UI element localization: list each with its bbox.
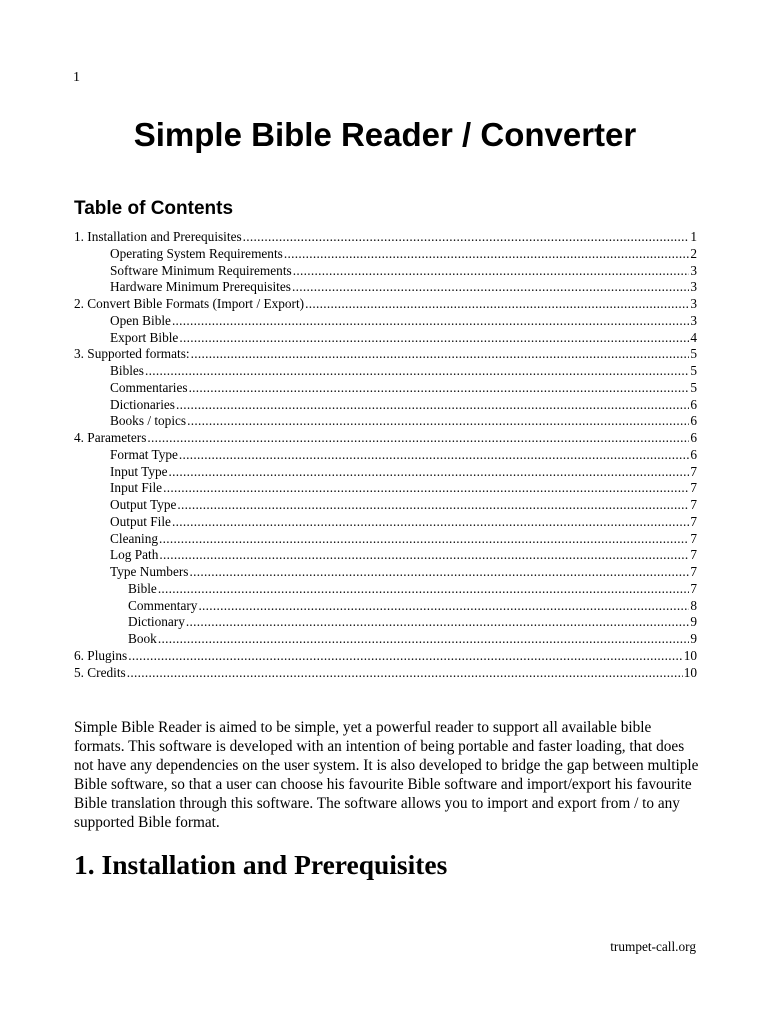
toc-entry-label: 4. Parameters [74,430,147,445]
toc-leader-dots [191,346,690,363]
toc-leader-dots [187,413,689,430]
toc-entry[interactable] [74,497,697,514]
toc-entry-page: 6 [690,430,697,445]
toc-entry-page: 6 [690,396,697,412]
toc-entry-label: Software Minimum Requirements [110,262,292,278]
toc-entry[interactable] [74,531,697,548]
toc-heading: Table of Contents [74,198,234,219]
toc-entry[interactable] [74,447,697,464]
toc-leader-dots [198,598,689,615]
toc-leader-dots [179,447,689,464]
toc-entry-page: 5 [690,363,697,378]
toc-leader-dots [169,464,690,481]
toc-entry-page: 7 [690,580,697,596]
toc-leader-dots [179,330,689,347]
toc-entry[interactable] [74,631,697,648]
toc-entry-page: 6 [690,413,697,429]
toc-leader-dots [292,279,689,296]
toc-entry-label: Operating System Requirements [110,245,283,261]
toc-entry[interactable] [74,614,697,631]
toc-entry-label: Output Type [110,497,177,512]
toc-entry-label: Output File [110,513,171,529]
toc-entry-label: Bibles [110,363,144,378]
toc-entry-label: Input Type [110,463,168,479]
toc-entry-page: 8 [690,597,697,613]
toc-entry[interactable] [74,279,697,296]
toc-entry-label: Commentary [128,597,198,613]
toc-leader-dots [176,397,689,414]
toc-entry-label: Commentaries [110,379,188,395]
toc-entry-page: 10 [683,647,697,663]
toc-entry[interactable] [74,598,697,615]
toc-entry-label: Cleaning [110,530,159,546]
toc-entry[interactable] [74,313,697,330]
toc-leader-dots [158,631,690,648]
toc-entry-label: 1. Installation and Prerequisites [74,229,242,244]
toc-entry[interactable] [74,263,697,280]
toc-entry-label: 5. Credits [74,664,126,680]
toc-entry-page: 7 [690,497,697,512]
intro-paragraph: Simple Bible Reader is aimed to be simple, yet a powerful reader to support all available bible formats. This software is developed with an intention of being portable and faster loading, that does not have any dependencies on the user system. It is also developed to bridge the gap between multiple Bible software, so that a user can choose his favourite Bible software and import/export his favourite Bible translation through this software. The software allows you to import and export from / to any supported Bible format. [74,719,699,831]
toc-entry-page: 3 [690,312,697,328]
toc-entry-label: Bible [128,580,157,596]
toc-leader-dots [284,246,690,263]
toc-leader-dots [128,648,683,665]
footer-site: trumpet-call.org [610,939,696,954]
toc-leader-dots [186,614,689,631]
toc-leader-dots [189,380,690,397]
section-heading: 1. Installation and Prerequisites [74,849,448,880]
toc-entry-page: 4 [690,329,697,345]
toc-entry-label: Hardware Minimum Prerequisites [110,279,291,295]
toc-entry-label: Book [128,631,157,646]
toc-entry[interactable] [74,648,697,665]
toc-leader-dots [158,581,690,598]
toc-entry-page: 7 [690,530,697,546]
toc-entry[interactable] [74,581,697,598]
toc-entry-page: 6 [690,446,697,462]
toc-entry-page: 10 [683,664,697,680]
toc-entry-page: 2 [690,245,697,261]
toc-entry-page: 7 [690,480,697,496]
toc-entry[interactable] [74,380,697,397]
toc-leader-dots [159,547,689,564]
toc-entry[interactable] [74,413,697,430]
toc-entry-label: 2. Convert Bible Formats (Import / Export) [74,296,305,311]
toc-entry-label: Dictionary [128,614,185,630]
toc-entry-label: 6. Plugins [74,647,128,663]
toc-leader-dots [147,430,689,447]
toc-entry-label: Type Numbers [110,564,189,579]
toc-leader-dots [159,531,689,548]
toc-leader-dots [127,665,683,682]
page-number: 1 [73,70,80,85]
toc-entry[interactable] [74,665,697,682]
toc-entry[interactable] [74,397,697,414]
toc-entry[interactable] [74,480,697,497]
toc-entry-page: 3 [690,279,697,295]
toc-entry-page: 3 [690,296,697,311]
toc-leader-dots [177,497,689,514]
toc-entry-page: 1 [690,229,697,244]
toc-entry[interactable] [74,464,697,481]
toc-entry-page: 7 [690,564,697,579]
toc-entry[interactable] [74,430,697,447]
toc-entry-page: 5 [690,346,697,362]
toc-entry-label: Log Path [110,547,159,563]
toc-entry[interactable] [74,547,697,564]
toc-entry-label: 3. Supported formats: [74,346,190,362]
toc-entry-page: 7 [690,513,697,529]
toc-entry-page: 9 [690,614,697,630]
toc-entry-label: Open Bible [110,312,171,328]
toc-entry[interactable] [74,564,697,581]
toc-entry-page: 3 [690,262,697,278]
toc-leader-dots [172,313,689,330]
toc-entry-page: 9 [690,631,697,646]
toc-entry-label: Books / topics [110,413,187,429]
toc-leader-dots [189,564,689,581]
toc-leader-dots [243,229,690,246]
toc-leader-dots [293,263,690,280]
toc-entry[interactable] [74,330,697,347]
toc-entry-label: Format Type [110,446,178,462]
toc-entry-page: 5 [690,379,697,395]
toc-entry-label: Input File [110,480,163,496]
toc-entry[interactable] [74,514,697,531]
toc-leader-dots [172,514,689,531]
toc-entry-page: 7 [690,547,697,563]
toc-leader-dots [163,480,689,497]
toc-entry[interactable] [74,246,697,263]
toc-leader-dots [145,363,689,380]
toc-entry-label: Dictionaries [110,396,175,412]
toc-leader-dots [305,296,689,313]
document-title: Simple Bible Reader / Converter [133,116,637,153]
toc-entry[interactable] [74,346,697,363]
toc-entry[interactable] [74,363,697,380]
toc-entry[interactable] [74,296,697,313]
table-of-contents [74,229,697,681]
toc-entry-page: 7 [690,463,697,479]
toc-entry-label: Export Bible [110,329,179,345]
toc-entry[interactable] [74,229,697,246]
